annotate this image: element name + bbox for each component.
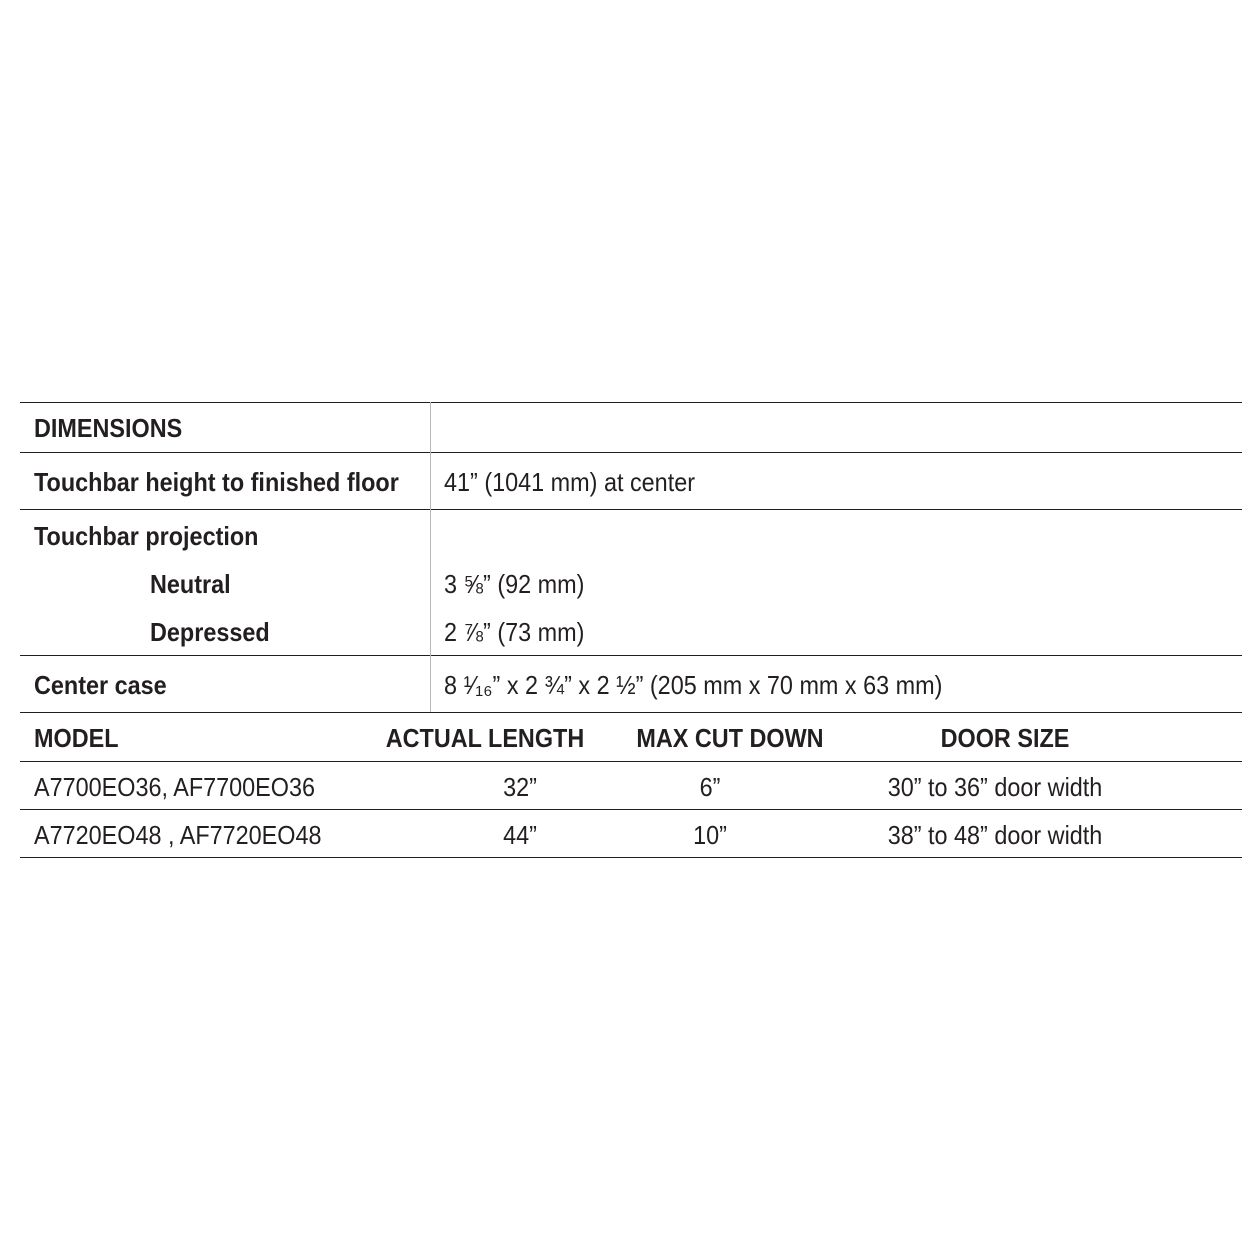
model-row-2-cut-down: 10” <box>693 820 727 850</box>
model-row-1-length: 32” <box>503 772 537 802</box>
spec-label-touchbar-height: Touchbar height to finished floor <box>34 467 399 497</box>
spec-label-neutral: Neutral <box>150 569 231 599</box>
spec-sheet <box>20 402 1242 860</box>
model-row-2-door-size: 38” to 48” door width <box>887 820 1103 850</box>
rule-top <box>20 402 1242 403</box>
spec-value-touchbar-height: 41” (1041 mm) at center <box>444 467 696 497</box>
spec-label-touchbar-projection: Touchbar projection <box>34 521 259 551</box>
header-model: MODEL <box>34 723 119 753</box>
header-door-size: DOOR SIZE <box>940 723 1070 753</box>
column-divider <box>430 402 431 712</box>
rule-between-models <box>20 809 1242 810</box>
section-title: DIMENSIONS <box>34 413 183 443</box>
spec-value-center-case: 8 ¹⁄₁₆” x 2 ¾” x 2 ½” (205 mm x 70 mm x 63 mm) <box>444 670 943 700</box>
spec-label-center-case: Center case <box>34 670 167 700</box>
rule-after-center-case <box>20 712 1242 713</box>
model-row-1-model: A7700EO36, AF7700EO36 <box>34 772 316 802</box>
model-row-1-door-size: 30” to 36” door width <box>887 772 1103 802</box>
spec-value-depressed: 2 ⅞” (73 mm) <box>444 617 585 647</box>
rule-bottom <box>20 857 1242 858</box>
spec-value-neutral: 3 ⅝” (92 mm) <box>444 569 585 599</box>
header-actual-length: ACTUAL LENGTH <box>385 723 585 753</box>
model-row-2-model: A7720EO48 , AF7720EO48 <box>34 820 322 850</box>
rule-after-projection <box>20 655 1242 656</box>
header-max-cut-down: MAX CUT DOWN <box>636 723 824 753</box>
rule-after-title <box>20 452 1242 453</box>
model-row-1-cut-down: 6” <box>699 772 721 802</box>
model-row-2-length: 44” <box>503 820 537 850</box>
spec-label-depressed: Depressed <box>150 617 270 647</box>
rule-after-height <box>20 509 1242 510</box>
rule-after-model-header <box>20 761 1242 762</box>
